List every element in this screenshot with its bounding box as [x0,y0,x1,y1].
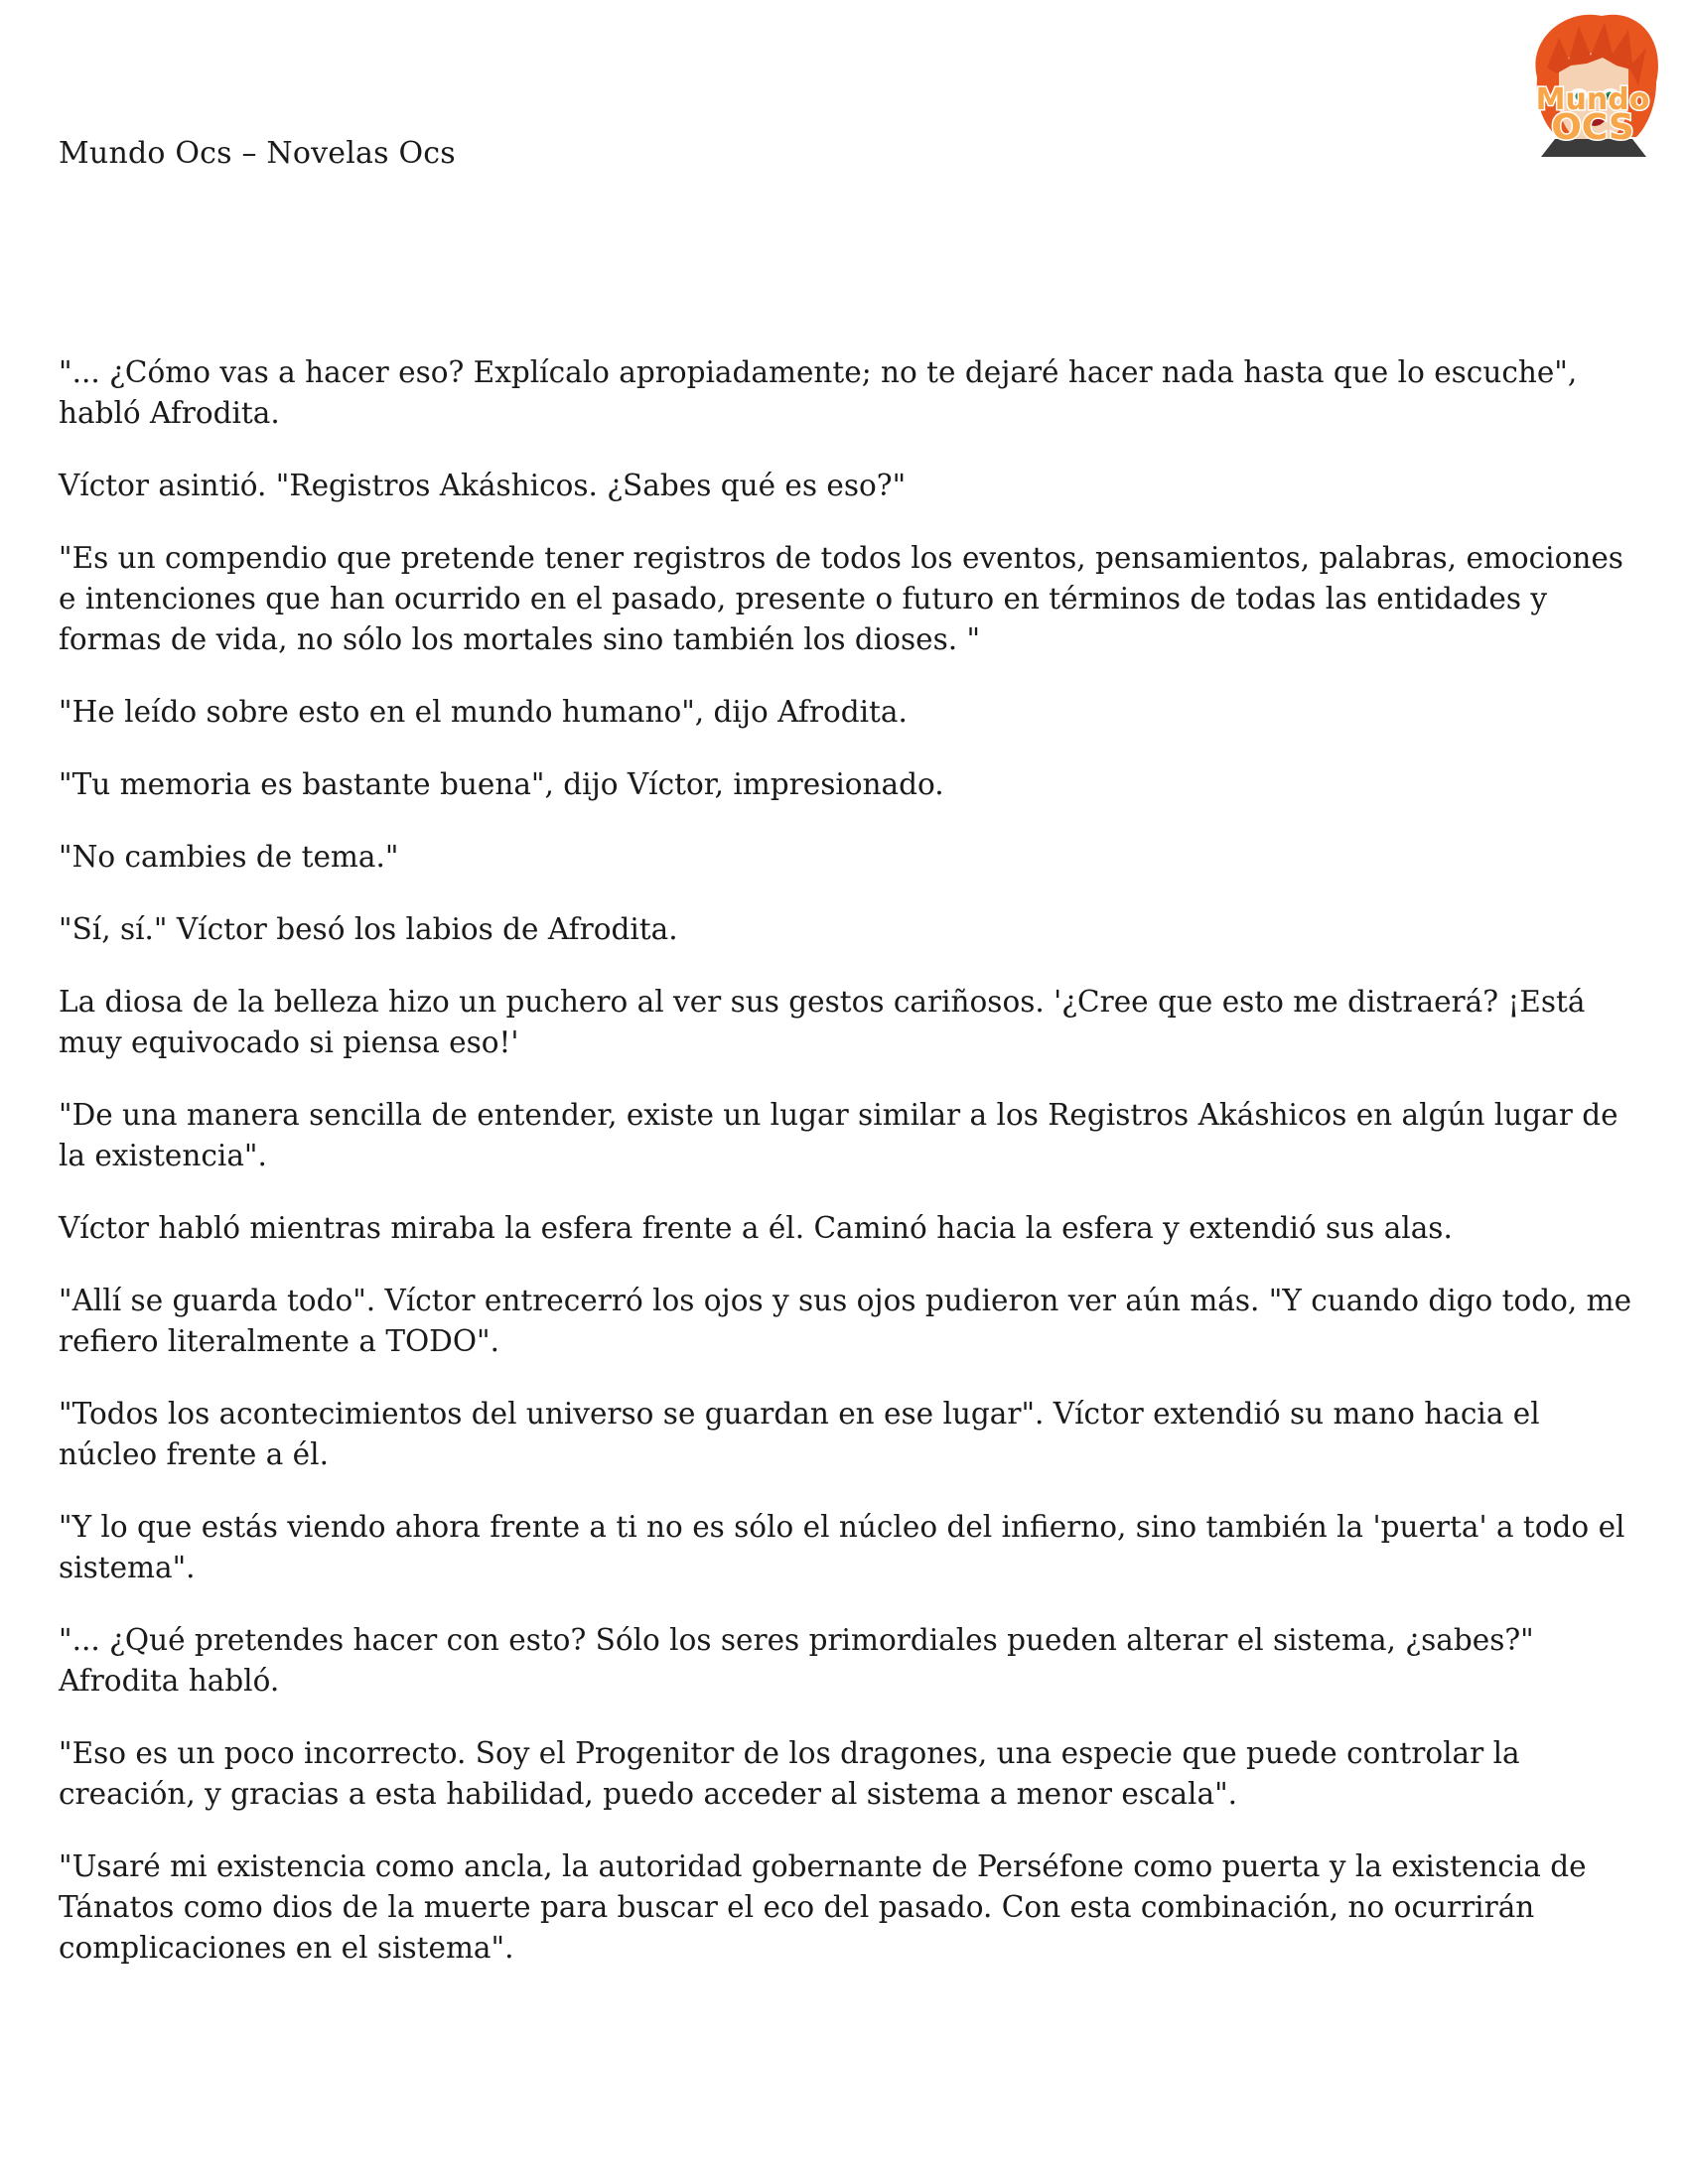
paragraph: Víctor habló mientras miraba la esfera frente a él. Caminó hacia la esfera y extendió sus alas. [59,1211,1453,1245]
paragraph: "Es un compendio que pretende tener registros de todos los eventos, pensamientos, palabras, emociones e intenciones que han ocurrido en el pasado, presente o futuro en términos de todas las entidades y formas de vida, no sólo los mortales sino también los dioses. " [59,541,1623,656]
paragraph: "Sí, sí." Víctor besó los labios de Afrodita. [59,912,678,946]
chapter-body [59,352,1647,2000]
paragraph: "He leído sobre esto en el mundo humano", dijo Afrodita. [59,695,908,729]
paragraph: La diosa de la belleza hizo un puchero al ver sus gestos cariñosos. '¿Cree que esto me distraerá? ¡Está muy equivocado si piensa eso!' [59,985,1586,1059]
site-logo [1507,8,1678,187]
paragraph: "Todos los acontecimientos del universo se guardan en ese lugar". Víctor extendió su mano hacia el núcleo frente a él. [59,1397,1540,1471]
paragraph: "Eso es un poco incorrecto. Soy el Progenitor de los dragones, una especie que puede controlar la creación, y gracias a esta habilidad, puedo acceder al sistema a menor escala". [59,1736,1520,1811]
logo-text-mundo: Mundo [1535,82,1650,117]
paragraph: "Usaré mi existencia como ancla, la autoridad gobernante de Perséfone como puerta y la existencia de Tánatos como dios de la muerte para buscar el eco del pasado. Con esta combinación, no ocurrirán complicaciones en el sistema". [59,1849,1587,1965]
paragraph: "Tu memoria es bastante buena", dijo Víctor, impresionado. [59,767,944,801]
paragraph: "Allí se guarda todo". Víctor entrecerró los ojos y sus ojos pudieron ver aún más. "Y cuando digo todo, me refiero literalmente a TODO". [59,1284,1632,1358]
paragraph: "... ¿Qué pretendes hacer con esto? Sólo los seres primordiales pueden alterar el sistema, ¿sabes?" Afrodita habló. [59,1623,1534,1698]
paragraph: "De una manera sencilla de entender, existe un lugar similar a los Registros Akáshicos en algún lugar de la existencia". [59,1098,1618,1172]
paragraph: "No cambies de tema." [59,840,399,874]
site-title: Mundo Ocs – Novelas Ocs [59,136,456,171]
paragraph: "... ¿Cómo vas a hacer eso? Explícalo apropiadamente; no te dejaré hacer nada hasta que lo escuche", habló Afrodita. [59,355,1578,430]
anime-character-logo-icon [1507,8,1678,187]
paragraph: "Y lo que estás viendo ahora frente a ti no es sólo el núcleo del infierno, sino también la 'puerta' a todo el sistema". [59,1510,1625,1584]
paragraph: Víctor asintió. "Registros Akáshicos. ¿Sabes qué es eso?" [59,469,907,502]
logo-text-ocs: OCS [1551,107,1634,148]
